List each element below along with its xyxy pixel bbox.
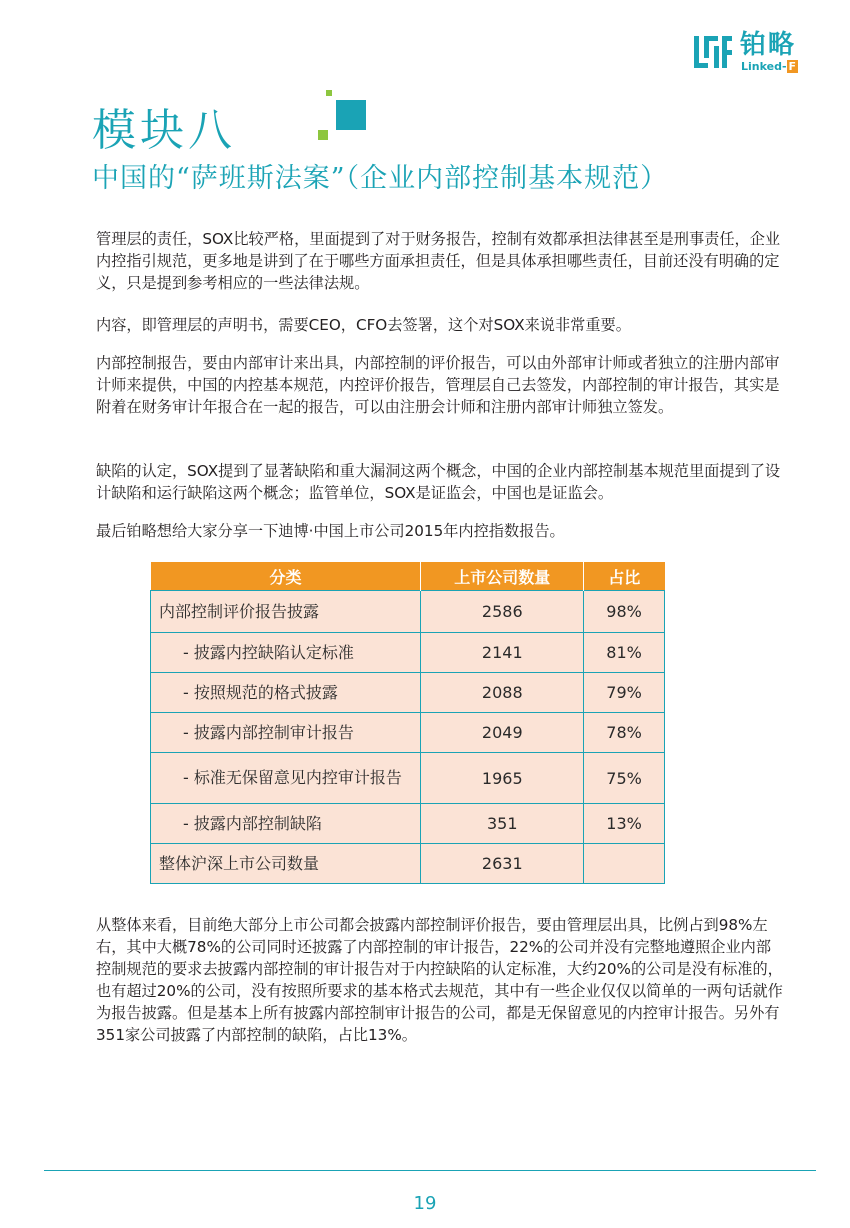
- cell-count: 1965: [421, 753, 584, 804]
- cell-category: - 按照规范的格式披露: [151, 673, 421, 713]
- cell-category: - 披露内控缺陷认定标准: [151, 633, 421, 673]
- cell-category: 整体沪深上市公司数量: [151, 844, 421, 884]
- cell-count: 2049: [421, 713, 584, 753]
- table-header-row: [151, 562, 665, 591]
- brand-logo: [692, 30, 822, 74]
- section-subtitle: 中国的“萨班斯法案”（企业内部控制基本规范）: [92, 163, 669, 194]
- cell-count: 2631: [421, 844, 584, 884]
- paragraph-management-responsibility: 管理层的责任，SOX比较严格，里面提到了对于财务报告，控制有效都承担法律甚至是刑事责任，企业内控指引规范，更多地是讲到了在于哪些方面承担责任，但是具体承担哪些责任，目前还没有明确的定义，只是提到参考相应的一些法律法规。: [96, 230, 781, 292]
- cell-count: 2586: [421, 591, 584, 633]
- table-row: [151, 673, 665, 713]
- column-header-ratio: 占比: [584, 562, 665, 591]
- cell-ratio: 75%: [584, 753, 665, 804]
- cell-count: 2141: [421, 633, 584, 673]
- module-title: 模块八: [92, 105, 236, 156]
- cell-ratio: 98%: [584, 591, 665, 633]
- logo-english-suffix: F: [788, 60, 797, 73]
- table-row: [151, 804, 665, 844]
- column-header-count: 上市公司数量: [421, 562, 584, 591]
- table-row: [151, 713, 665, 753]
- paragraph-internal-control-report: 内部控制报告，要由内部审计来出具，内部控制的评价报告，可以由外部审计师或者独立的注册内部审计师来提供，中国的内控基本规范，内控评价报告，管理层自己去签发，内部控制的审计报告，其实是附着在财务审计年报合在一起的报告，可以由注册会计师和注册内部审计师独立签发。: [96, 354, 780, 416]
- table-row: [151, 844, 665, 884]
- decorative-squares-icon: [316, 90, 368, 146]
- cell-ratio: 81%: [584, 633, 665, 673]
- cell-ratio: 79%: [584, 673, 665, 713]
- linked-f-logo-icon: [692, 32, 734, 72]
- cell-ratio: 78%: [584, 713, 665, 753]
- internal-control-index-table: [150, 562, 665, 884]
- table-row: [151, 591, 665, 633]
- paragraph-report-intro: 最后铂略想给大家分享一下迪博·中国上市公司2015年内控指数报告。: [96, 522, 565, 540]
- logo-chinese-name: 铂略: [740, 30, 797, 60]
- cell-category: - 标准无保留意见内控审计报告: [151, 753, 421, 804]
- column-header-category: 分类: [151, 562, 421, 591]
- cell-ratio: [584, 844, 665, 884]
- paragraph-overall-analysis: 从整体来看，目前绝大部分上市公司都会披露内部控制评价报告，要由管理层出具，比例占到98%左右，其中大概78%的公司同时还披露了内部控制的审计报告，22%的公司并没有完整地遵照企业内部控制规范的要求去披露内部控制的审计报告对于内控缺陷的认定标准，大约20%的公司是没有标准的，也有超过20%的公司，没有按照所要求的基本格式去规范，其中有一些企业仅仅以简单的一两句话就作为报告披露。但是基本上所有披露内部控制审计报告的公司，都是无保留意见的内控审计报告。另外有351家公司披露了内部控制的缺陷，占比13%。: [96, 916, 783, 1044]
- cell-count: 351: [421, 804, 584, 844]
- cell-count: 2088: [421, 673, 584, 713]
- paragraph-defect-recognition: 缺陷的认定，SOX提到了显著缺陷和重大漏洞这两个概念，中国的企业内部控制基本规范里面提到了设计缺陷和运行缺陷这两个概念；监管单位，SOX是证监会，中国也是证监会。: [96, 462, 781, 502]
- paragraph-management-statement: 内容，即管理层的声明书，需要CEO，CFO去签署，这个对SOX来说非常重要。: [96, 316, 631, 334]
- cell-ratio: 13%: [584, 804, 665, 844]
- cell-category: 内部控制评价报告披露: [151, 591, 421, 633]
- table-row: [151, 633, 665, 673]
- table-row: [151, 753, 665, 804]
- page-number: 19: [413, 1193, 437, 1214]
- cell-category: - 披露内部控制审计报告: [151, 713, 421, 753]
- cell-category: - 披露内部控制缺陷: [151, 804, 421, 844]
- footer-divider: [44, 1170, 816, 1171]
- logo-english-prefix: Linked-: [741, 60, 787, 73]
- logo-english-name: [741, 60, 798, 73]
